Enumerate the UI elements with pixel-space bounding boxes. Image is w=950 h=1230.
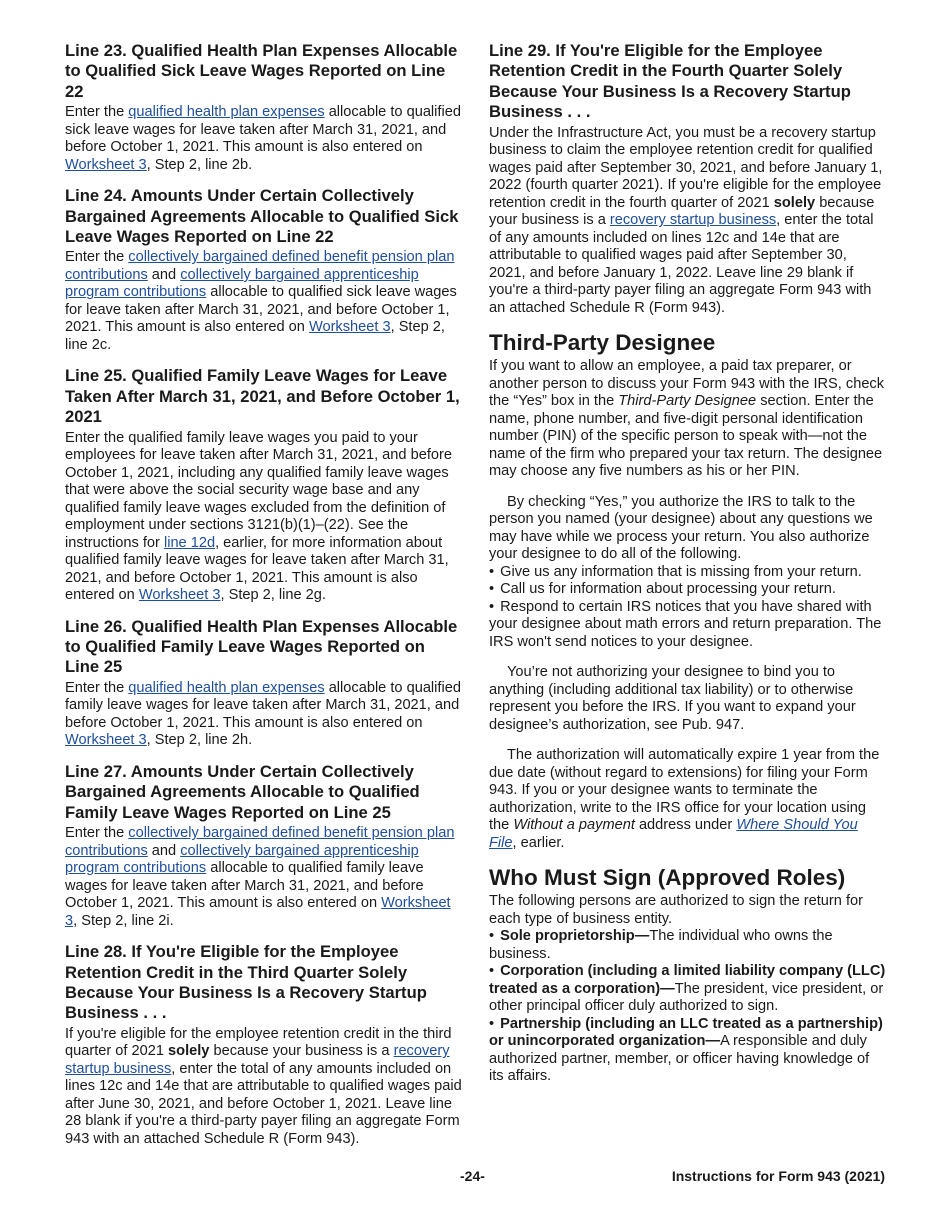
- qualified-health-plan-expenses-link[interactable]: qualified health plan expenses: [128, 679, 325, 696]
- sign-bullet-partnership: • Partnership (including an LLC treated as a partnership) or unincorporated organization—A responsible and duly authorized partner, member, or officer having knowledge of its affairs.: [489, 1016, 887, 1086]
- third-party-designee-heading: Third-Party Designee: [489, 330, 716, 356]
- apprenticeship-contributions-link[interactable]: collectively bargained apprenticeship program contributions: [65, 266, 419, 301]
- section-who-must-sign: [489, 864, 887, 1086]
- section-line-27: [65, 762, 463, 930]
- designee-paragraph-3: You’re not authorizing your designee to bind you to anything (including additional tax liability) or to otherwise represent you before the IRS. If you want to expand your designee’s authorization, see Pub. 947.: [489, 664, 856, 733]
- line-24-heading: Line 24. Amounts Under Certain Collectively Bargained Agreements Allocable to Qualified Sick Leave Wages Reported on Line 22: [65, 186, 459, 247]
- sign-bullet-sole-proprietorship: • Sole proprietorship—The individual who owns the business.: [489, 928, 887, 963]
- section-line-26: [65, 617, 463, 750]
- line-26-body: Enter the qualified health plan expenses allocable to qualified family leave wages for leave taken after March 31, 2021, and before October 1, 2021. This amount is also entered on Worksheet 3, Step 2, line 2h.: [65, 679, 461, 749]
- worksheet-3-link[interactable]: Worksheet 3: [308, 319, 391, 336]
- designee-paragraph-4: The authorization will automatically expire 1 year from the due date (without regard to extensions) for filing your Form 943. If you or your designee wants to terminate the authorization, write to the IRS office for your location using the Without a payment address under Where Should You File, earlier.: [489, 747, 880, 851]
- form-title: Instructions for Form 943 (2021): [671, 1168, 885, 1184]
- recovery-startup-business-link[interactable]: recovery startup business: [65, 1043, 450, 1077]
- line-27-heading: Line 27. Amounts Under Certain Collectively Bargained Agreements Allocable to Qualified Family Leave Wages Reported on Line 25: [65, 761, 420, 822]
- line-29-heading: Line 29. If You're Eligible for the Employee Retention Credit in the Fourth Quarter Solely Because Your Business Is a Recovery Startup Business . . .: [489, 41, 851, 122]
- line-28-heading: Line 28. If You're Eligible for the Employee Retention Credit in the Third Quarter Solely Because Your Business Is a Recovery Startup Business . . .: [65, 942, 427, 1023]
- who-must-sign-heading: Who Must Sign (Approved Roles): [489, 865, 846, 891]
- line-25-body: Enter the qualified family leave wages you paid to your employees for leave taken after March 31, 2021, and before October 1, 2021, including any qualified family leave wages that were above the social security wage base and any qualified family leave wages excluded from the definition of employment under sections 3121(b)(1)–(22). See the instructions for line 12d, earlier, for more information about qualified family leave wages for leave taken after March 31, 2021, and before October 1, 2021. This amount is also entered on Worksheet 3, Step 2, line 2g.: [65, 429, 452, 604]
- designee-bullet-1: • Give us any information that is missing from your return.: [489, 564, 887, 582]
- section-line-25: [65, 366, 463, 604]
- section-line-23: [65, 41, 463, 174]
- where-should-you-file-link[interactable]: Where Should You File: [489, 817, 858, 851]
- who-must-sign-intro: The following persons are authorized to sign the return for each type of business entity.: [489, 893, 863, 927]
- qualified-health-plan-expenses-link[interactable]: qualified health plan expenses: [128, 104, 325, 121]
- apprenticeship-contributions-link[interactable]: collectively bargained apprenticeship program contributions: [65, 842, 419, 877]
- line-12d-link[interactable]: line 12d: [163, 534, 216, 551]
- line-25-heading: Line 25. Qualified Family Leave Wages for Leave Taken After March 31, 2021, and Before October 1, 2021: [65, 366, 460, 427]
- left-column: [65, 41, 463, 1160]
- line-23-heading: Line 23. Qualified Health Plan Expenses Allocable to Qualified Sick Leave Wages Reported on Line 22: [65, 41, 458, 101]
- sign-bullet-corporation: • Corporation (including a limited liability company (LLC) treated as a corporation)—The president, vice president, or other principal officer duly authorized to sign.: [489, 963, 887, 1016]
- designee-bullet-2: • Call us for information about processing your return.: [489, 581, 887, 599]
- designee-paragraph-1: If you want to allow an employee, a paid tax preparer, or another person to discuss your Form 943 with the IRS, check the “Yes” box in the Third-Party Designee section. Enter the name, phone number, and five-digit personal identification number (PIN) of the specific person to speak with—not the name of the firm who prepared your tax return. The designee may choose any five numbers as his or her PIN.: [489, 358, 885, 480]
- line-29-body: Under the Infrastructure Act, you must be a recovery startup business to claim the employee retention credit for qualified wages paid after September 30, 2021, and before January 1, 2022 (fourth quarter 2021). If you're eligible for the employee retention credit in the fourth quarter of 2021 solely because your business is a recovery startup business, enter the total of any amounts included on lines 12c and 14e that are attributable to qualified wages paid after September 30, 2021, and before January 1, 2022. Leave line 29 blank if you're a third-party payer filing an aggregate Form 943 with an attached Schedule R (Form 943).: [489, 124, 883, 316]
- line-28-body: If you're eligible for the employee retention credit in the third quarter of 2021 solely because your business is a recovery startup business, enter the total of any amounts included on lines 12c and 14e that are attributable to qualified wages paid after June 30, 2021, and before October 1, 2021. Leave line 28 blank if you're a third-party payer filing an aggregate Form 943 with an attached Schedule R (Form 943).: [65, 1025, 462, 1147]
- worksheet-3-link[interactable]: Worksheet 3: [65, 732, 147, 749]
- recovery-startup-business-link[interactable]: recovery startup business: [609, 212, 777, 229]
- section-line-29: [489, 41, 887, 317]
- line-24-body: Enter the collectively bargained defined benefit pension plan contributions and collectively bargained apprenticeship program contributions allocable to qualified sick leave wages for leave taken after March 31, 2021, and before October 1, 2021. This amount is also entered on Worksheet 3, Step 2, line 2c.: [65, 249, 457, 353]
- worksheet-3-link[interactable]: Worksheet 3: [138, 587, 221, 604]
- pension-plan-contributions-link[interactable]: collectively bargained defined benefit pension plan contributions: [65, 249, 455, 283]
- worksheet-3-link[interactable]: Worksheet 3: [65, 895, 451, 929]
- designee-bullet-3: • Respond to certain IRS notices that you have shared with your designee about math errors and return preparation. The IRS won't send notices to your designee.: [489, 599, 887, 652]
- line-27-body: Enter the collectively bargained defined benefit pension plan contributions and collectively bargained apprenticeship program contributions allocable to qualified family leave wages for leave taken after March 31, 2021, and before October 1, 2021. This amount is also entered on Worksheet 3, Step 2, line 2i.: [65, 825, 455, 929]
- worksheet-3-link[interactable]: Worksheet 3: [65, 156, 147, 173]
- line-23-body: Enter the qualified health plan expenses allocable to qualified sick leave wages for leave taken after March 31, 2021, and before October 1, 2021. This amount is also entered on Worksheet 3, Step 2, line 2b.: [65, 104, 461, 173]
- section-line-28: [65, 942, 463, 1148]
- designee-paragraph-2: By checking “Yes,” you authorize the IRS to talk to the person you named (your designee) about any questions we may have while we process your return. You also authorize your designee to do all of the following.: [489, 493, 873, 563]
- section-line-24: [65, 186, 463, 354]
- pension-plan-contributions-link[interactable]: collectively bargained defined benefit pension plan contributions: [65, 825, 455, 859]
- page-footer: [65, 1168, 885, 1188]
- line-26-heading: Line 26. Qualified Health Plan Expenses Allocable to Qualified Family Leave Wages Reported on Line 25: [65, 616, 458, 677]
- right-column: [489, 41, 887, 1098]
- page-number: -24-: [460, 1168, 485, 1184]
- section-third-party-designee: [489, 329, 887, 852]
